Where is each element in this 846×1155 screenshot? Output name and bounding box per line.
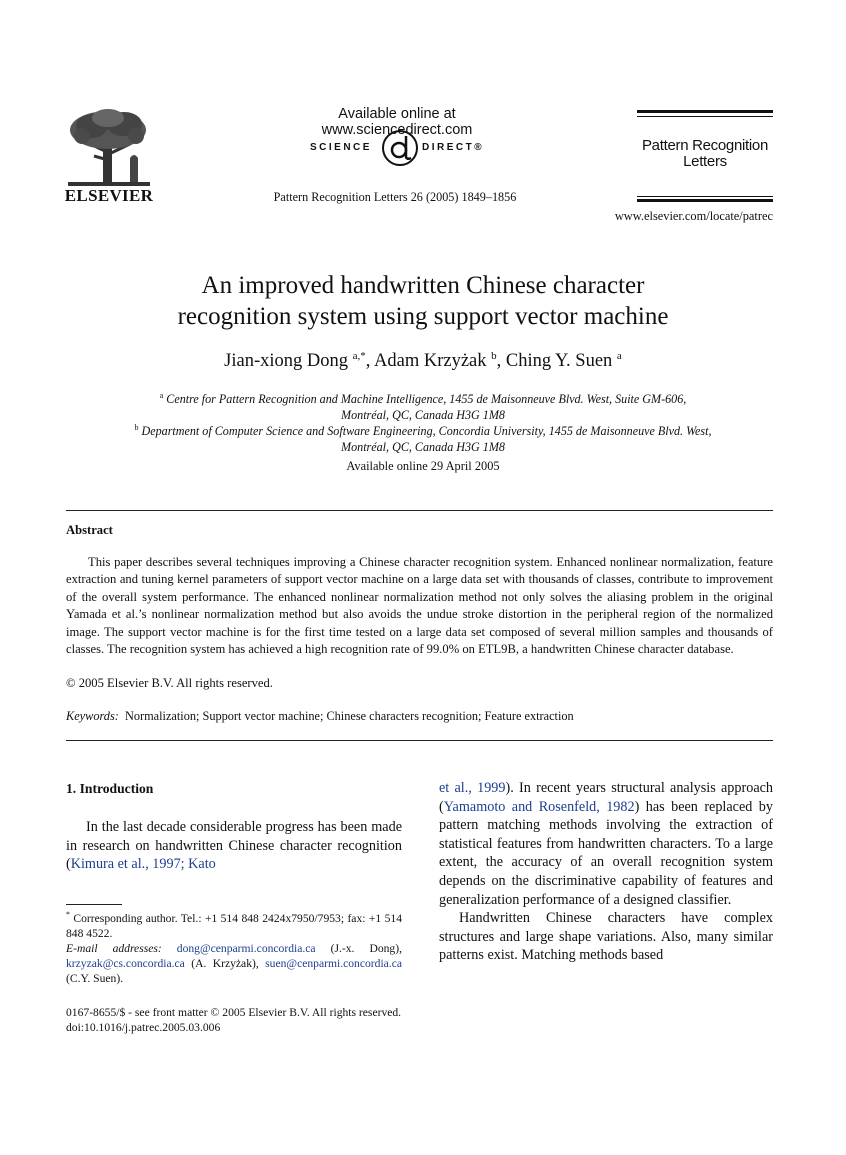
abstract-copyright: © 2005 Elsevier B.V. All rights reserved. xyxy=(66,676,273,690)
journal-title-line1: Pattern Recognition xyxy=(641,137,769,154)
intro-paragraph-1 xyxy=(66,818,402,874)
email-dong-owner: (J.-x. Dong), xyxy=(315,941,402,955)
footnote-corresponding: Corresponding author. Tel.: +1 514 848 2424x7950/7953; fax: +1 514 848 4522. xyxy=(66,911,402,940)
tree-icon xyxy=(64,108,154,188)
citation-kato-cont[interactable]: et al., 1999 xyxy=(439,780,506,796)
intro-paragraph-2: Handwritten Chinese characters have complex structures and large shape variations. Also, many similar patterns exist. Matching methods based xyxy=(439,910,773,964)
issn-line: 0167-8655/$ - see front matter © 2005 Elsevier B.V. All rights reserved. xyxy=(66,1006,402,1019)
affiliation-b-line2: Montréal, QC, Canada H3G 1M8 xyxy=(341,440,505,455)
affiliation-a-line2: Montréal, QC, Canada H3G 1M8 xyxy=(341,408,505,423)
article-title xyxy=(90,270,756,332)
journal-url[interactable]: www.elsevier.com/locate/patrec xyxy=(614,209,773,223)
intro-paragraph-1-continued xyxy=(439,779,773,909)
footnote-mark: * xyxy=(66,910,70,919)
affiliation-b-line1: Department of Computer Science and Software Engineering, Concordia University, 1455 de Maisonneuve Blvd. West, xyxy=(141,424,712,439)
intro-cont-text2: ) has been replaced by pattern matching methods involving the extraction of statistical features from handwritten characters. To a large extent, the accuracy of an overall recognition system depends on the discriminative capability of features and generalization performance of a designed classifier. xyxy=(439,798,773,908)
intro-cont-text1: ). In recent years structural analysis approach ( xyxy=(439,780,774,815)
journal-title-line2: Letters xyxy=(683,153,727,170)
section-heading-introduction: 1. Introduction xyxy=(66,781,154,796)
masthead-rule-bottom xyxy=(637,199,773,202)
email-dong-link[interactable]: dong@cenparmi.concordia.ca xyxy=(176,941,316,955)
email-suen-link[interactable]: suen@cenparmi.concordia.ca xyxy=(265,956,402,970)
author-name: Ching Y. Suen xyxy=(505,351,617,372)
abstract-heading: Abstract xyxy=(66,523,113,537)
front-matter xyxy=(66,1005,401,1036)
citation-kimura-kato[interactable]: Kimura et al., 1997; Kato xyxy=(70,856,216,873)
intro-para1-text: In the last decade considerable progress has been made in research on handwritten Chinese character recognition ( xyxy=(66,819,402,873)
masthead-rule-bottom-thin xyxy=(637,196,773,197)
keywords xyxy=(66,709,773,724)
journal-reference: Pattern Recognition Letters 26 (2005) 1849–1856 xyxy=(273,190,517,204)
doi[interactable]: doi:10.1016/j.patrec.2005.03.006 xyxy=(66,1021,221,1035)
abstract-body: This paper describes several techniques improving a Chinese character recognition system. Enhanced nonlinear normalization, feature extraction and tuning kernel parameters of support vector machine on a large data set with thousands of classes, contribute to improvement of the overall system performance. The enhanced nonlinear normalization method not only solves the aliasing problem in the original Yamada et al.’s nonlinear normalization method but also avoids the undue stroke distortion in the peripheral region of the normalized image. The support vector machine is for the first time tested on a large data set composed of several million samples and thousands of classes. The recognition system has achieved a high recognition rate of 99.0% on ETL9B, a handwritten Chinese character database. xyxy=(66,555,773,657)
sd-direct-word: DIRECT® xyxy=(422,142,485,153)
available-online-sciencedirect[interactable]: Available online at www.sciencedirect.com xyxy=(321,106,473,138)
affiliation-b-mark: b xyxy=(134,423,139,432)
author-name: Jian-xiong Dong xyxy=(224,351,353,372)
affiliation-a xyxy=(70,388,776,423)
affiliation-a-line1: Centre for Pattern Recognition and Machine Intelligence, 1455 de Maisonneuve Blvd. West, Suite GM-606, xyxy=(166,392,687,407)
available-online-date: Available online 29 April 2005 xyxy=(346,459,500,473)
keywords-list: Normalization; Support vector machine; Chinese characters recognition; Feature extraction xyxy=(124,709,574,723)
journal-masthead xyxy=(637,110,773,206)
masthead-rule-top-thin xyxy=(637,116,773,117)
publisher-name: ELSEVIER xyxy=(64,186,154,205)
author-affiliation-mark: a xyxy=(616,350,622,362)
author-separator: , xyxy=(496,351,506,372)
author-affiliation-mark: b xyxy=(491,350,497,362)
email-krzyzak-owner: (A. Krzyżak), xyxy=(184,956,266,970)
affiliation-b xyxy=(70,420,776,455)
intro-right-column xyxy=(439,779,773,965)
divider-bottom xyxy=(66,740,773,741)
author-separator: , xyxy=(365,351,375,372)
footnote-rule xyxy=(66,904,122,905)
author-list xyxy=(90,350,756,372)
affiliation-a-mark: a xyxy=(159,391,164,400)
divider-top xyxy=(66,510,773,511)
sciencedirect-logo xyxy=(262,126,532,170)
masthead-rule-top xyxy=(637,110,773,113)
title-line-1: An improved handwritten Chinese character xyxy=(201,272,645,299)
journal-masthead-title xyxy=(637,138,773,170)
at-sign-icon xyxy=(380,128,420,168)
citation-yamamoto-rosenfeld[interactable]: Yamamoto and Rosenfeld, 1982 xyxy=(443,798,635,815)
author-affiliation-mark: a,* xyxy=(352,350,366,362)
sd-science-word: SCIENCE xyxy=(310,142,372,153)
author-name: Adam Krzyżak xyxy=(374,351,492,372)
title-line-2: recognition system using support vector machine xyxy=(177,303,669,330)
footnote xyxy=(66,907,402,986)
footnote-email-label: E-mail addresses: xyxy=(66,941,162,955)
email-suen-owner: (C.Y. Suen). xyxy=(66,971,124,985)
email-krzyzak-link[interactable]: krzyzak@cs.concordia.ca xyxy=(66,956,185,970)
keywords-label: Keywords: xyxy=(66,709,119,723)
